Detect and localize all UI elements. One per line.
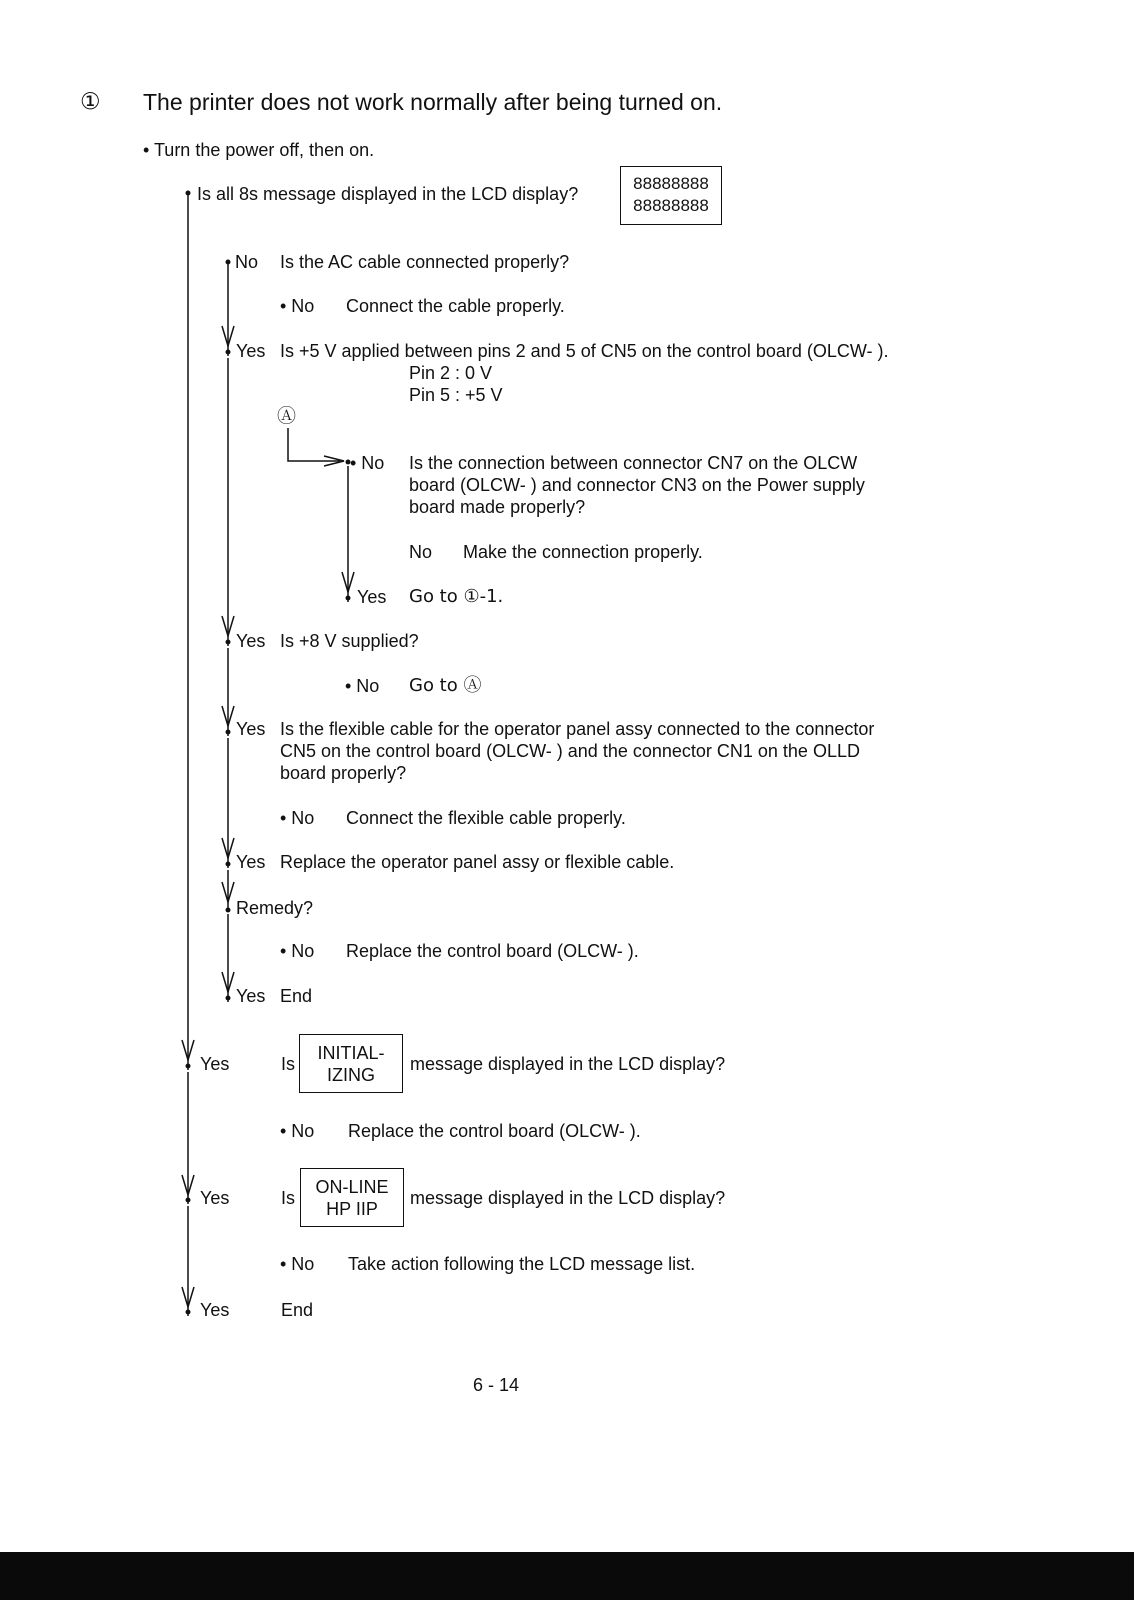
marker-a: Ⓐ <box>277 405 297 427</box>
replace-panel-action: Replace the operator panel assy or flexible cable. <box>280 852 675 872</box>
step-number: ① <box>80 89 101 115</box>
5v-question: Is +5 V applied between pins 2 and 5 of CN5 on the control board (OLCW- ). <box>280 341 889 361</box>
connection-no2-action: Make the connection properly. <box>463 542 703 562</box>
yes-label-5v: Yes <box>236 341 266 361</box>
lcd-online-line-2: HP IIP <box>326 1199 378 1219</box>
online-no-action: Take action following the LCD message list. <box>348 1254 696 1274</box>
lcd-initializing-line-2: IZING <box>327 1065 375 1085</box>
8v-no-label: • No <box>345 676 380 696</box>
arrowheads <box>182 326 354 1307</box>
yes-label-replace-panel: Yes <box>236 852 266 872</box>
initializing-no-action: Replace the control board (OLCW- ). <box>348 1121 641 1141</box>
lcd-display-online <box>300 1168 404 1227</box>
remedy-yes-end: End <box>280 986 313 1006</box>
yes-label-flex-cable: Yes <box>236 719 266 739</box>
connection-yes-label: Yes <box>357 587 387 607</box>
flex-cable-question-line-2: CN5 on the control board (OLCW- ) and the connector CN1 on the OLLD <box>280 741 860 761</box>
marker-a-connector <box>288 428 340 461</box>
final-end: End <box>281 1300 314 1320</box>
initializing-no-label: • No <box>280 1121 315 1141</box>
online-is: Is <box>281 1188 296 1208</box>
ac-cable-no-label: • No <box>280 296 315 316</box>
connection-question-line-2: board (OLCW- ) and connector CN3 on the Power supply <box>409 475 865 495</box>
flex-cable-no-action: Connect the flexible cable properly. <box>346 808 626 828</box>
ac-cable-no-action: Connect the cable properly. <box>346 296 565 316</box>
q1-question: Is all 8s message displayed in the LCD display? <box>197 184 579 204</box>
yes-label-online: Yes <box>200 1188 230 1208</box>
flex-cable-question-line-3: board properly? <box>280 763 407 783</box>
page-title: The printer does not work normally after being turned on. <box>143 89 723 115</box>
online-question: message displayed in the LCD display? <box>410 1188 726 1208</box>
initializing-is: Is <box>281 1054 296 1074</box>
branch-no-label: No <box>235 252 259 272</box>
go-to-a: Go to Ⓐ <box>409 675 482 696</box>
connection-question-line-1: Is the connection between connector CN7 on the OLCW <box>409 453 858 473</box>
intro-instruction: • Turn the power off, then on. <box>143 140 375 160</box>
lcd-online-line-1: ON-LINE <box>315 1177 389 1197</box>
connection-no2-label: No <box>409 542 433 562</box>
lcd-line-1: 88888888 <box>633 174 709 193</box>
lcd-display-all-8s <box>620 166 722 225</box>
flex-cable-no-label: • No <box>280 808 315 828</box>
remedy-question: Remedy? <box>236 898 314 918</box>
lcd-display-initializing <box>299 1034 403 1093</box>
connection-no-label: • No <box>350 453 385 473</box>
connection-question-line-3: board made properly? <box>409 497 586 517</box>
lcd-line-2: 88888888 <box>633 196 709 215</box>
8v-question: Is +8 V supplied? <box>280 631 419 651</box>
ac-cable-question: Is the AC cable connected properly? <box>280 252 570 272</box>
page-number: 6 - 14 <box>473 1375 520 1395</box>
go-to-1-1: Go to ①-1. <box>409 586 504 607</box>
yes-label-initializing: Yes <box>200 1054 230 1074</box>
remedy-no-action: Replace the control board (OLCW- ). <box>346 941 639 961</box>
remedy-yes-label: Yes <box>236 986 266 1006</box>
online-no-label: • No <box>280 1254 315 1274</box>
yes-label-8v: Yes <box>236 631 266 651</box>
lcd-initializing-line-1: INITIAL- <box>317 1043 385 1063</box>
pin2-value: Pin 2 : 0 V <box>409 363 493 383</box>
initializing-question: message displayed in the LCD display? <box>410 1054 726 1074</box>
pin5-value: Pin 5 : +5 V <box>409 385 503 405</box>
flex-cable-question-line-1: Is the flexible cable for the operator panel assy connected to the connector <box>280 719 875 739</box>
scan-edge-bar <box>0 1552 1134 1600</box>
yes-label-end: Yes <box>200 1300 230 1320</box>
remedy-no-label: • No <box>280 941 315 961</box>
